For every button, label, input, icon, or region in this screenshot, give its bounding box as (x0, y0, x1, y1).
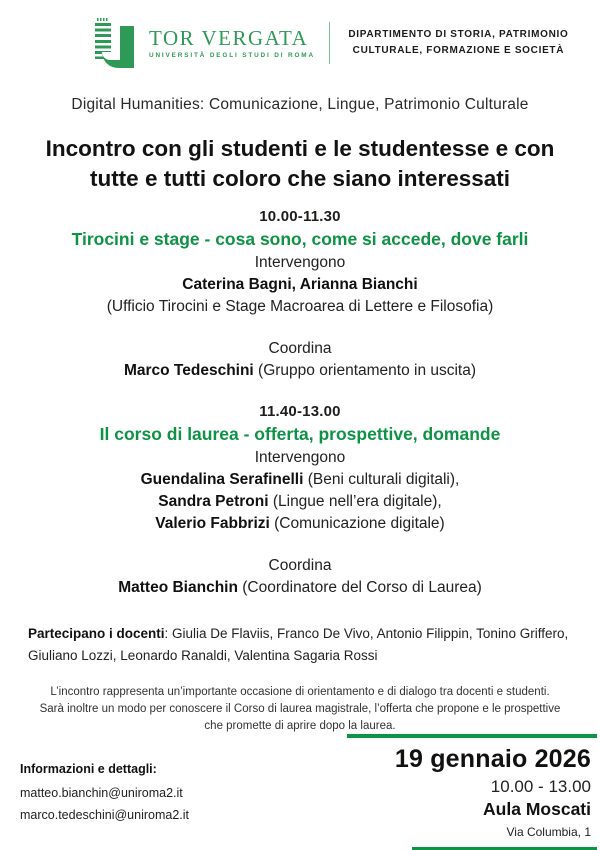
department-line2: CULTURALE, FORMAZIONE E SOCIETÀ (353, 45, 565, 56)
participants-names: : Giulia De Flaviis, Franco De Vivo, Antonio Filippin, Tonino Griffero, Giuliano Lozzi, Leonardo Ranaldi, Valentina Sagaria Rossi (28, 626, 568, 663)
contact-info-label: Informazioni e dettagli: (20, 762, 189, 776)
green-rule-top (347, 734, 597, 738)
session-1-time: 10.00-11.30 (0, 208, 600, 225)
session-2-heading: Il corso di laurea - offerta, prospettive, domande (0, 424, 600, 445)
email-address-2: marco.tedeschini@uniroma2.it (20, 804, 189, 826)
logo-text (149, 28, 315, 59)
event-note: L’incontro rappresenta un’importante occasione di orientamento e di dialogo tra docenti e studenti. Sarà inoltre un modo per conoscere il Corso di laurea magistrale, l’offerta che propone e le prospettive che promette di aprire dopo la laurea. (38, 684, 562, 735)
program-name: Digital Humanities: Comunicazione, Lingue, Patrimonio Culturale (0, 96, 600, 114)
participants-label: Partecipano i docenti (28, 626, 165, 641)
session-2-time: 11.40-13.00 (0, 403, 600, 420)
session-2-speaker-1: Guendalina Serafinelli (Beni culturali digitali), (0, 469, 600, 491)
participants (28, 623, 574, 666)
session-1-speakers: Caterina Bagni, Arianna Bianchi (0, 274, 600, 296)
session-1-speakers-detail: (Ufficio Tirocini e Stage Macroarea di Lettere e Filosofia) (0, 296, 600, 318)
session-2-coordinator: Matteo Bianchin (Coordinatore del Corso di Laurea) (0, 577, 600, 599)
event-address: Via Columbia, 1 (347, 825, 597, 839)
email-address-1: matteo.bianchin@uniroma2.it (20, 782, 189, 804)
contact-info (20, 762, 189, 826)
green-rule-bottom (412, 847, 597, 850)
page-title: Incontro con gli studenti e le studentesse e con tutte e tutti coloro che siano interessati (30, 134, 570, 193)
department-line1: DIPARTIMENTO DI STORIA, PATRIMONIO (348, 29, 568, 40)
session-2-speaker-3: Valerio Fabbrizi (Comunicazione digitale) (0, 513, 600, 535)
session-2-speakers-label: Intervengono (0, 447, 600, 469)
tor-vergata-logo-icon (95, 18, 139, 68)
event-time: 10.00 - 13.00 (347, 777, 597, 797)
logo-title: TOR VERGATA (149, 28, 315, 49)
university-logo (95, 18, 315, 68)
event-details (347, 734, 597, 850)
session-2-coordinator-label: Coordina (0, 555, 600, 577)
department-name (346, 27, 571, 59)
session-2 (0, 403, 600, 599)
session-1-speakers-label: Intervengono (0, 252, 600, 274)
session-1-coordinator: Marco Tedeschini (Gruppo orientamento in uscita) (0, 360, 600, 382)
session-1-heading: Tirocini e stage - cosa sono, come si accede, dove farli (0, 229, 600, 250)
header-divider (329, 22, 330, 64)
session-2-speaker-2: Sandra Petroni (Lingue nell’era digitale), (0, 491, 600, 513)
session-1-coordinator-label: Coordina (0, 338, 600, 360)
logo-subtitle: UNIVERSITÀ DEGLI STUDI DI ROMA (149, 52, 315, 59)
event-venue: Aula Moscati (347, 799, 597, 820)
header (0, 0, 600, 72)
event-date: 19 gennaio 2026 (347, 745, 597, 774)
session-1 (0, 208, 600, 382)
